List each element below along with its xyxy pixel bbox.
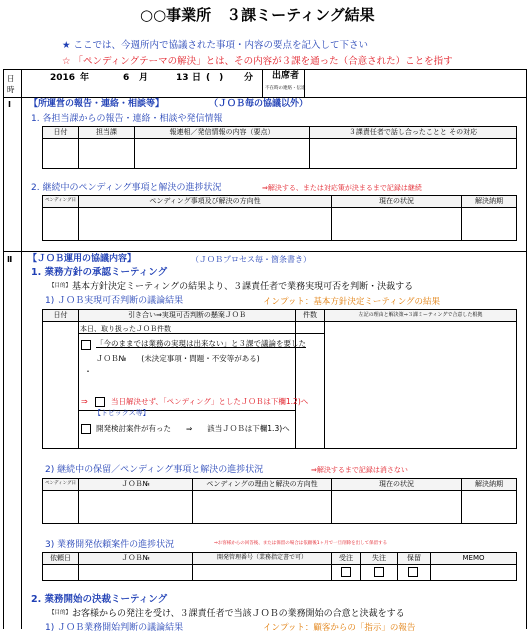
arrow-mark: ⇒ [81,397,88,406]
today-jobs-label: 本日、取り扱ったＪＯＢ件数 [80,325,171,333]
section2-numeral: Ⅱ [7,255,13,264]
year-unit: 年 [80,73,90,83]
table2-cell-item[interactable] [78,207,332,241]
table4-header-job: ＪＯＢ№ [78,478,193,491]
year-value[interactable]: 2016 [50,73,76,83]
check2-text: 当日解決せず、「ペンディング」としたＪＯＢは下欄1.2)へ [111,397,309,406]
table4-cell-reason[interactable] [192,490,332,524]
won-checkbox[interactable] [341,567,351,577]
sub1-3-note: ⇒お客様からの回答後、または保留の場合は依頼後1ヶ月で一旦削除を出して保留する [214,541,388,546]
table2-cell-status[interactable] [331,207,462,241]
table2-header-date: ペンディング日 [42,195,79,208]
table5-cell-devno[interactable] [192,564,332,581]
instruction-note: ★ ここでは、今週所内で協議された事項・内容の要点を記入して下さい [62,40,369,51]
lost-checkbox[interactable] [374,567,384,577]
table2-header-status: 現在の状況 [331,195,462,208]
section2-sub1: 1. 業務方針の承認ミーティング [31,267,168,278]
check3-checkbox[interactable] [81,424,91,434]
section1-heading: 【所運営の報告・連絡・相談等】 [29,99,165,109]
pending-definition-note: ☆ 「ペンディングテーマの解決」とは、その内容が３課を通った（合意された）ことを指す [62,56,453,67]
section2-sub1-3: 3) 業務開発依頼案件の進捗状況 [45,540,175,550]
table1-cell-content[interactable] [134,138,310,169]
table3-header-count: 件数 [295,309,325,322]
bullet-mark: ・ [84,367,92,376]
table3-header-date: 日付 [42,309,79,322]
table4-cell-job[interactable] [78,490,193,524]
table4-header-date: ペンディング日 [42,478,79,491]
weekday-value[interactable]: ( ) [206,73,224,83]
table5-cell-job[interactable] [78,564,193,581]
section2-sub2-1: 1) ＪＯＢ業務開始判断の議論結果 [45,623,184,633]
absent-note: 不在時の連絡・伝達 [265,86,306,91]
table4-header-deadline: 解決納期 [461,478,517,491]
table4-cell-date[interactable] [42,490,79,524]
table2-header-deadline: 解決納期 [461,195,517,208]
sub1-goal-label: 【目的】 [49,283,72,289]
table3-header-reason: 左記の理由と解決策⇒３課ミーティングで合意した根拠 [324,309,517,322]
month-value[interactable]: 6 [123,73,130,83]
table4-cell-status[interactable] [331,490,462,524]
date-label: 日時 [7,74,15,94]
check1-text: 「今のままでは業務の実現は出来ない」と３課で議論を要した [96,339,306,348]
table5-header-memo: MEMO [430,552,517,565]
table1-header-dept: 担当課 [78,126,135,139]
section2-heading-sub: （ＪＯＢプロセス毎・箇条書き） [191,255,311,264]
table5-cell-date[interactable] [42,564,79,581]
table5-header-devno: 開発管理番号（業務指定書で可） [192,552,332,565]
table2-cell-deadline[interactable] [461,207,517,241]
sub2-1-input: インプット：顧客からの「指示」の報告 [263,623,416,633]
sub1-1-input: インプット：基本方針決定ミーティングの結果 [263,297,441,307]
topics-label: 【トピックス等】 [94,409,150,417]
sub2-goal: お客様からの発注を受け、３課責任者で当該ＪＯＢの業務開始の合意と決裁をする [72,609,405,619]
table5-header-job: ＪＯＢ№ [78,552,193,565]
table2-cell-date[interactable] [42,207,79,241]
section2-heading: 【ＪＯＢ運用の協議内容】 [28,254,137,264]
table4-header-status: 現在の状況 [331,478,462,491]
table1-cell-response[interactable] [309,138,517,169]
table2-header-item: ペンディング事項及び解決の方向性 [78,195,332,208]
table1-cell-date[interactable] [42,138,79,169]
check2-checkbox[interactable] [95,397,105,407]
section1-numeral: Ⅰ [8,100,11,109]
page-title: ○○事業所 ３課ミーティング結果 [140,6,375,24]
hold-checkbox[interactable] [408,567,418,577]
sub1-2-note: ⇒解決するまで記録は消さない [311,466,408,474]
table4-cell-deadline[interactable] [461,490,517,524]
sub1-goal: 基本方針決定ミーティングの結果より、３課責任者で業務実現可否を判断・決裁する [72,282,414,292]
table1-header-content: 報連相／発信情報の内容（要点） [134,126,310,139]
table5-header-hold: 保留 [397,552,431,565]
section1-sub1: 1. 各担当課からの報告・連絡・相談や発信情報 [31,114,223,124]
month-unit: 月 [139,73,149,83]
table5-header-date: 依頼日 [42,552,79,565]
table5-cell-memo[interactable] [430,564,517,581]
table5-header-won: 受注 [331,552,361,565]
table1-cell-dept[interactable] [78,138,135,169]
section1-sub2-note: ⇒解決する、または対応策が決まるまで記録は継続 [262,184,422,192]
table1-header-date: 日付 [42,126,79,139]
table1-header-response: ３課責任者で話し合ったことと その対応 [309,126,517,139]
day-value[interactable]: 13 [176,73,189,83]
table3-header-job: 引き合い⇒実現可否判断の懸案ＪＯＢ [78,309,296,322]
table4-header-reason: ペンディングの理由と解決の方向性 [192,478,332,491]
section1-sub2: 2. 継続中のペンディング事項と解決の進捗状況 [31,183,222,193]
attendees-label: 出席者 [272,71,300,81]
check1-checkbox[interactable] [81,340,91,350]
table5-header-lost: 失注 [360,552,398,565]
check3-text: 開発検討案件が有った ⇒ 該当ＪＯＢは下欄1.3)へ [96,424,290,433]
day-unit: 日 [192,73,202,83]
check1-text-b: ＪＯＢ№ (未決定事項・問題・不安等がある) [96,354,260,363]
minute-unit: 分 [244,73,254,83]
section2-sub1-1: 1) ＪＯＢ実現可否判断の議論結果 [45,296,184,306]
sub2-goal-label: 【目的】 [49,610,72,616]
section2-sub2: 2. 業務開始の決裁ミーティング [31,594,168,605]
section2-sub1-2: 2) 継続中の保留／ペンディング事項と解決の進捗状況 [45,465,264,475]
section1-heading-sub: （ＪＯＢ毎の協議以外） [209,99,309,109]
